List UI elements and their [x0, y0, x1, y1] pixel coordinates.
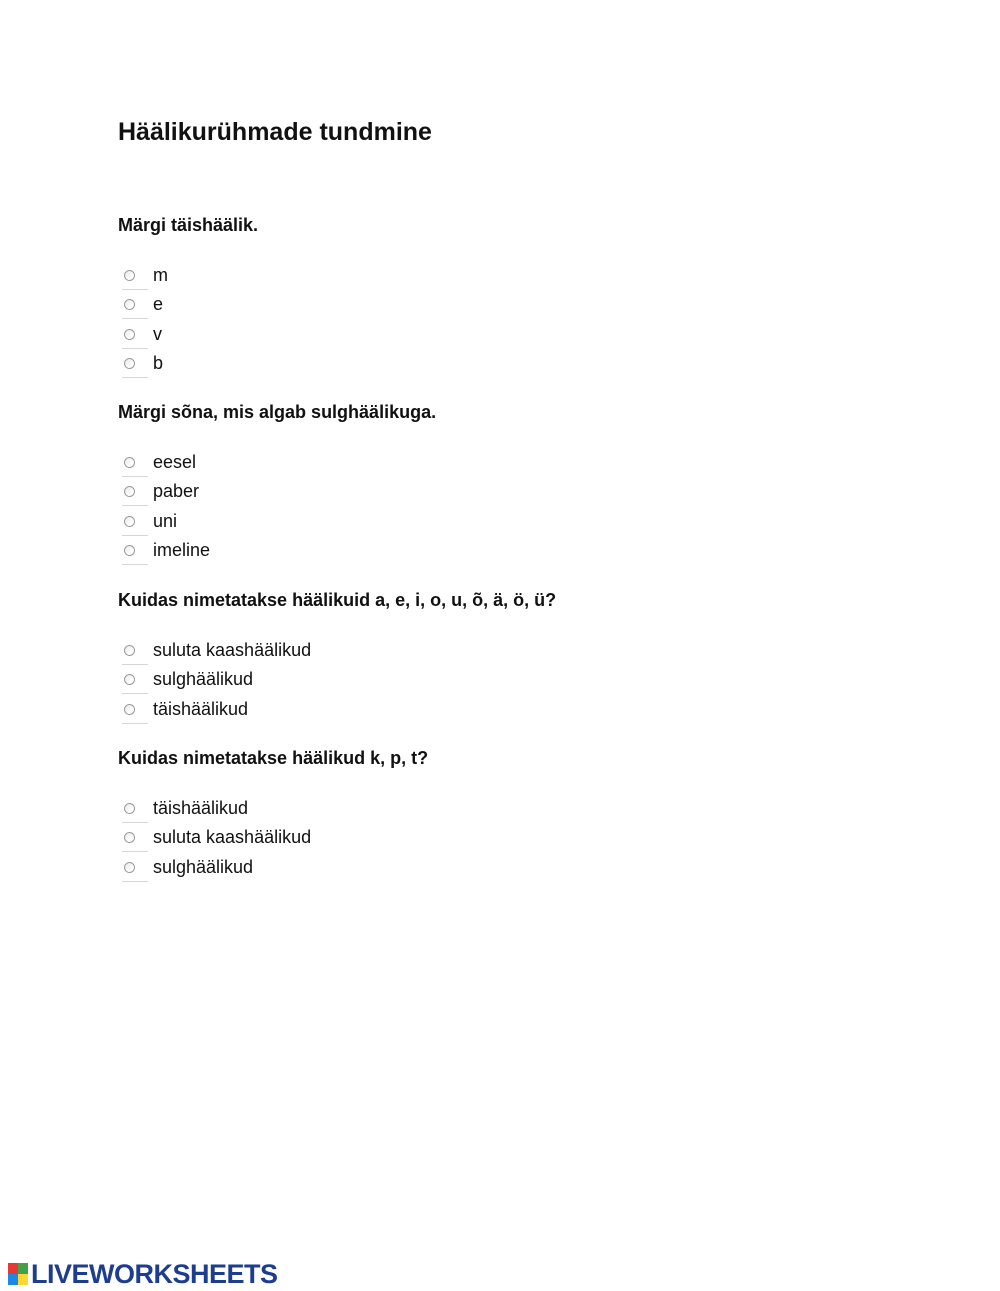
option-label: b [153, 353, 164, 374]
option-item[interactable] [122, 349, 168, 379]
question-text: Kuidas nimetatakse häälikud k, p, t? [118, 748, 429, 768]
radio-button[interactable] [124, 832, 135, 843]
question-1 [118, 214, 918, 374]
option-label: uni [153, 510, 178, 531]
options-list [122, 447, 210, 565]
option-item[interactable] [122, 290, 168, 320]
radio-button[interactable] [124, 329, 135, 340]
question-text: Märgi sõna, mis algab sulghäälikuga. [118, 402, 437, 422]
option-label: sulghäälikud [153, 669, 254, 690]
option-label: m [153, 264, 168, 285]
option-label: eesel [153, 451, 197, 472]
option-item[interactable] [122, 506, 210, 536]
liveworksheets-logo [8, 1260, 278, 1288]
option-label: paber [153, 481, 200, 502]
worksheet-title: Häälikurühmade tundmine [118, 118, 432, 146]
option-item[interactable] [122, 260, 168, 290]
logo-mark-icon [8, 1263, 28, 1285]
radio-button[interactable] [124, 516, 135, 527]
question-2 [118, 401, 918, 561]
option-item[interactable] [122, 823, 311, 853]
radio-button[interactable] [124, 299, 135, 310]
question-text: Märgi täishäälik. [118, 215, 259, 235]
option-label: täishäälikud [153, 797, 249, 818]
radio-button[interactable] [124, 704, 135, 715]
question-3 [118, 589, 918, 719]
option-item[interactable] [122, 635, 311, 665]
options-list [122, 260, 168, 378]
question-text: Kuidas nimetatakse häälikuid a, e, i, o, u, õ, ä, ö, ü? [118, 590, 557, 610]
option-label: imeline [153, 540, 211, 561]
radio-button[interactable] [124, 457, 135, 468]
option-label: v [153, 323, 162, 344]
radio-button[interactable] [124, 486, 135, 497]
option-label: suluta kaashäälikud [153, 827, 312, 848]
radio-button[interactable] [124, 674, 135, 685]
option-label: suluta kaashäälikud [153, 639, 312, 660]
option-item[interactable] [122, 694, 311, 724]
radio-button[interactable] [124, 270, 135, 281]
radio-button[interactable] [124, 862, 135, 873]
radio-button[interactable] [124, 645, 135, 656]
option-item[interactable] [122, 447, 210, 477]
options-list [122, 793, 311, 882]
option-label: e [153, 294, 164, 315]
option-item[interactable] [122, 793, 311, 823]
option-item[interactable] [122, 319, 168, 349]
logo-text: LIVEWORKSHEETS [31, 1258, 278, 1289]
option-item[interactable] [122, 536, 210, 566]
option-label: täishäälikud [153, 698, 249, 719]
option-label: sulghäälikud [153, 856, 254, 877]
radio-button[interactable] [124, 545, 135, 556]
option-item[interactable] [122, 477, 210, 507]
options-list [122, 635, 311, 724]
option-item[interactable] [122, 852, 311, 882]
radio-button[interactable] [124, 803, 135, 814]
radio-button[interactable] [124, 358, 135, 369]
question-4 [118, 747, 918, 877]
option-item[interactable] [122, 665, 311, 695]
